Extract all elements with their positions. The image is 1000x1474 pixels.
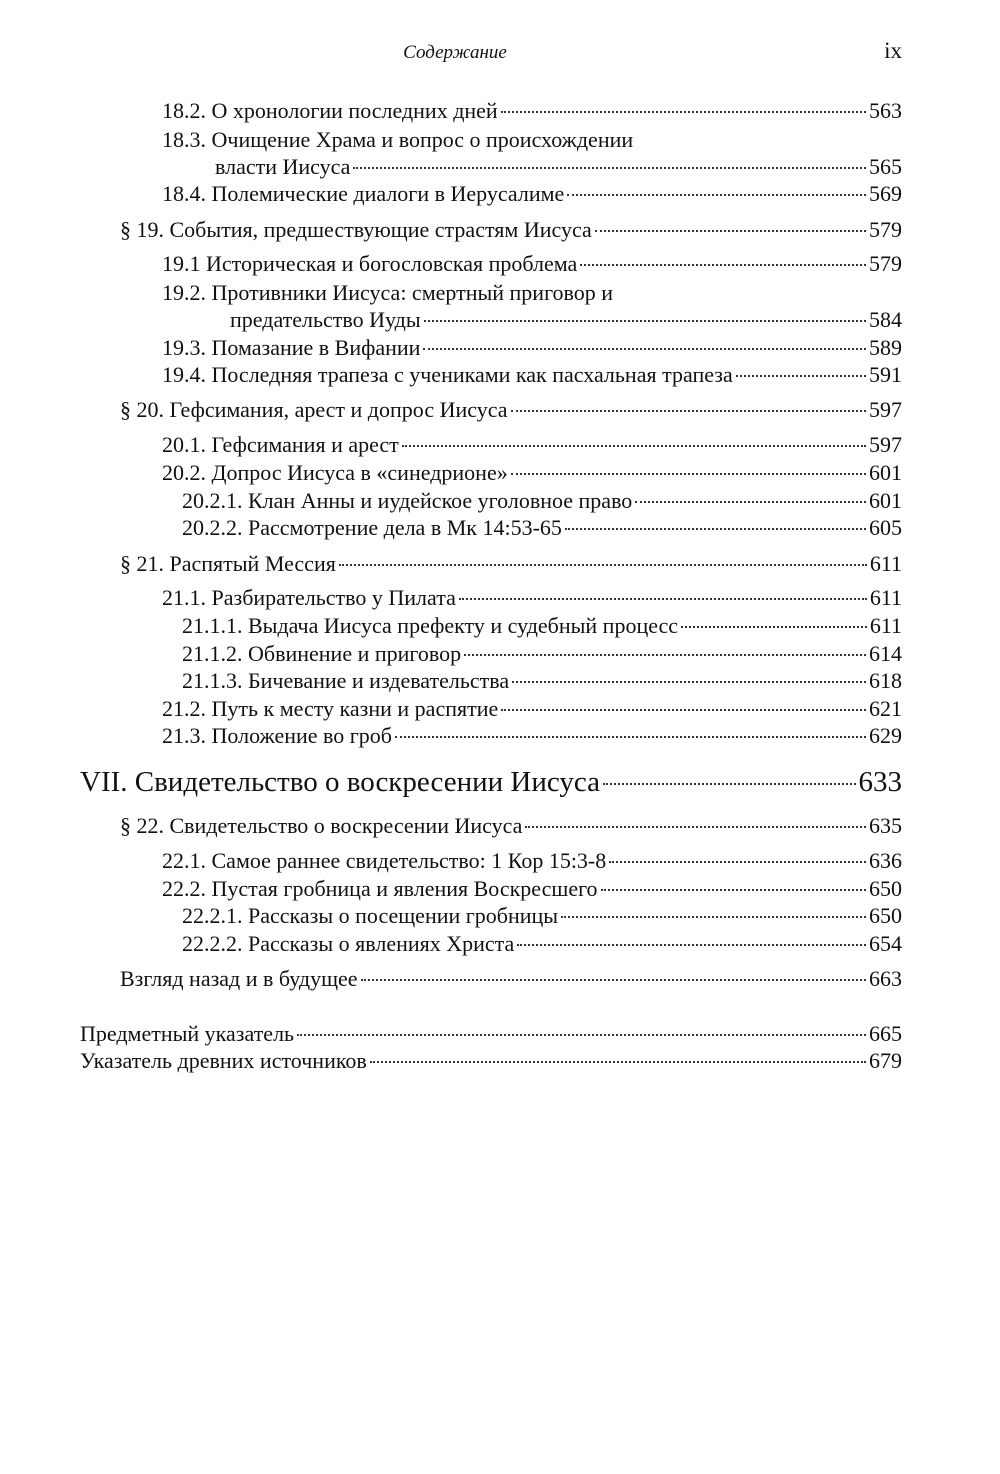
toc-subentry (182, 668, 902, 694)
dot-leader (736, 375, 866, 377)
dot-leader (459, 598, 867, 600)
toc-section (120, 813, 902, 839)
toc-entry-first-line: 19.2. Противники Иисуса: смертный приговор и (162, 280, 614, 305)
toc-entry-title: 21.1.1. Выдача Иисуса префекту и судебный процесс (182, 613, 679, 638)
dot-leader (297, 1034, 866, 1036)
toc-entry-page: 579 (869, 217, 902, 242)
toc-entry-page: 611 (869, 585, 902, 610)
dot-leader (609, 861, 866, 863)
toc-entry-title: 20.2.2. Рассмотрение дела в Мк 14:53-65 (182, 515, 562, 540)
toc-entry-page: 611 (869, 613, 902, 638)
toc-entry-page: 635 (869, 813, 902, 838)
toc-entry-page: 601 (869, 460, 902, 485)
dot-leader (525, 826, 866, 828)
toc-entry-page: 614 (869, 641, 902, 666)
toc-entry-page: 629 (869, 723, 902, 748)
toc-entry-page: 633 (858, 766, 902, 798)
toc-subentry (182, 488, 902, 514)
toc-part-heading (80, 765, 902, 799)
toc-section (120, 966, 902, 992)
toc-entry-title: Взгляд назад и в будущее (120, 966, 358, 991)
toc-entry-page: 650 (869, 876, 902, 901)
toc-entry-title: § 21. Распятый Мессия (120, 551, 336, 576)
dot-leader (361, 979, 866, 981)
toc-entry-page: 654 (869, 931, 902, 956)
dot-leader (565, 528, 866, 530)
toc-subentry (182, 903, 902, 929)
toc-entry (162, 723, 902, 749)
page-number: ix (884, 38, 902, 63)
toc-entry-page: 679 (869, 1048, 902, 1073)
toc-entry (162, 848, 902, 874)
dot-leader (681, 626, 867, 628)
dot-leader (635, 501, 866, 503)
toc-entry-title: 18.4. Полемические диалоги в Иерусалиме (162, 181, 565, 206)
dot-leader (567, 194, 866, 196)
dot-leader (603, 783, 856, 785)
toc-subentry (182, 515, 902, 541)
dot-leader (511, 473, 866, 475)
dot-leader (339, 564, 867, 566)
toc-index-entry (80, 1021, 902, 1047)
toc-entry-page: 584 (869, 307, 902, 332)
toc-entry-page: 569 (869, 181, 902, 206)
toc-section (120, 397, 902, 423)
dot-leader (464, 654, 866, 656)
dot-leader (395, 736, 866, 738)
dot-leader (423, 348, 866, 350)
toc-entry-title: 21.3. Положение во гроб (162, 723, 392, 748)
toc-entry (162, 432, 902, 458)
toc-entry-title: 22.2.2. Рассказы о явлениях Христа (182, 931, 515, 956)
toc-entry-page: 597 (869, 432, 902, 457)
dot-leader (370, 1061, 866, 1063)
toc-entry-title: 21.1. Разбирательство у Пилата (162, 585, 456, 610)
running-title: Содержание (403, 42, 507, 63)
toc-entry-title: 22.2. Пустая гробница и явления Воскресшего (162, 876, 598, 901)
toc-entry-title: 20.1. Гефсимания и арест (162, 432, 399, 457)
toc-entry-title: § 22. Свидетельство о воскресении Иисуса (120, 813, 523, 838)
toc-entry-page: 663 (869, 966, 902, 991)
toc-entry-title: Указатель древних источников (80, 1048, 367, 1073)
toc-entry-title: 20.2.1. Клан Анны и иудейское уголовное право (182, 488, 633, 513)
toc-entry (162, 181, 902, 207)
toc-section (120, 217, 902, 243)
toc-entry (215, 154, 902, 180)
toc-entry-title: 19.3. Помазание в Вифании (162, 335, 421, 360)
toc-entry-page: 611 (869, 551, 902, 576)
toc-entry-title: предательство Иуды (230, 307, 421, 332)
dot-leader (501, 111, 866, 113)
toc-entry-page: 618 (869, 668, 902, 693)
toc-entry (162, 696, 902, 722)
toc-entry (162, 585, 902, 611)
dot-leader (601, 889, 866, 891)
toc-index-entry (80, 1048, 902, 1074)
toc-entry-page: 621 (869, 696, 902, 721)
toc-entry-page: 636 (869, 848, 902, 873)
toc-entry-title: 21.2. Путь к месту казни и распятие (162, 696, 499, 721)
toc-entry-title: VII. Свидетельство о воскресении Иисуса (80, 766, 600, 798)
toc-subentry (182, 931, 902, 957)
toc-entry-title: 18.2. О хронологии последних дней (162, 98, 498, 123)
toc-entry-page: 565 (869, 154, 902, 179)
toc-entry-title: § 20. Гефсимания, арест и допрос Иисуса (120, 397, 508, 422)
toc-entry-page: 665 (869, 1021, 902, 1046)
dot-leader (595, 230, 866, 232)
toc-entry (162, 251, 902, 277)
toc-entry-title: Предметный указатель (80, 1021, 295, 1046)
dot-leader (353, 167, 866, 169)
dot-leader (580, 264, 866, 266)
toc-entry-title: 19.4. Последняя трапеза с учениками как пасхальная трапеза (162, 362, 733, 387)
toc-entry (230, 307, 902, 333)
toc-entry-title: 22.2.1. Рассказы о посещении гробницы (182, 903, 559, 928)
toc-entry-page: 589 (869, 335, 902, 360)
toc-entry-first-line: 18.3. Очищение Храма и вопрос о происхождении (162, 127, 634, 152)
toc-entry-page: 650 (869, 903, 902, 928)
toc-entry-title: 20.2. Допрос Иисуса в «синедрионе» (162, 460, 508, 485)
dot-leader (517, 944, 866, 946)
toc-subentry (182, 613, 902, 639)
toc-entry (162, 460, 902, 486)
toc-entry-page: 591 (869, 362, 902, 387)
toc-section (120, 551, 902, 577)
toc-entry-page: 605 (869, 515, 902, 540)
toc-entry-title: власти Иисуса (215, 154, 351, 179)
toc-entry-title: 21.1.3. Бичевание и издевательства (182, 668, 510, 693)
toc-entry-page: 601 (869, 488, 902, 513)
toc-entry (162, 362, 902, 388)
dot-leader (511, 410, 866, 412)
toc-entry (162, 876, 902, 902)
toc-entry (162, 335, 902, 361)
toc-entry-title: § 19. События, предшествующие страстям Иисуса (120, 217, 592, 242)
dot-leader (402, 445, 866, 447)
toc-entry-title: 21.1.2. Обвинение и приговор (182, 641, 462, 666)
toc-entry-title: 19.1 Историческая и богословская проблема (162, 251, 578, 276)
toc-entry-page: 597 (869, 397, 902, 422)
dot-leader (561, 916, 866, 918)
toc-subentry (182, 641, 902, 667)
dot-leader (512, 681, 866, 683)
dot-leader (424, 320, 866, 322)
toc-entry-page: 579 (869, 251, 902, 276)
dot-leader (501, 709, 866, 711)
toc-entry-title: 22.1. Самое раннее свидетельство: 1 Кор 15:3-8 (162, 848, 607, 873)
toc-entry-page: 563 (869, 98, 902, 123)
toc-entry (162, 98, 902, 124)
